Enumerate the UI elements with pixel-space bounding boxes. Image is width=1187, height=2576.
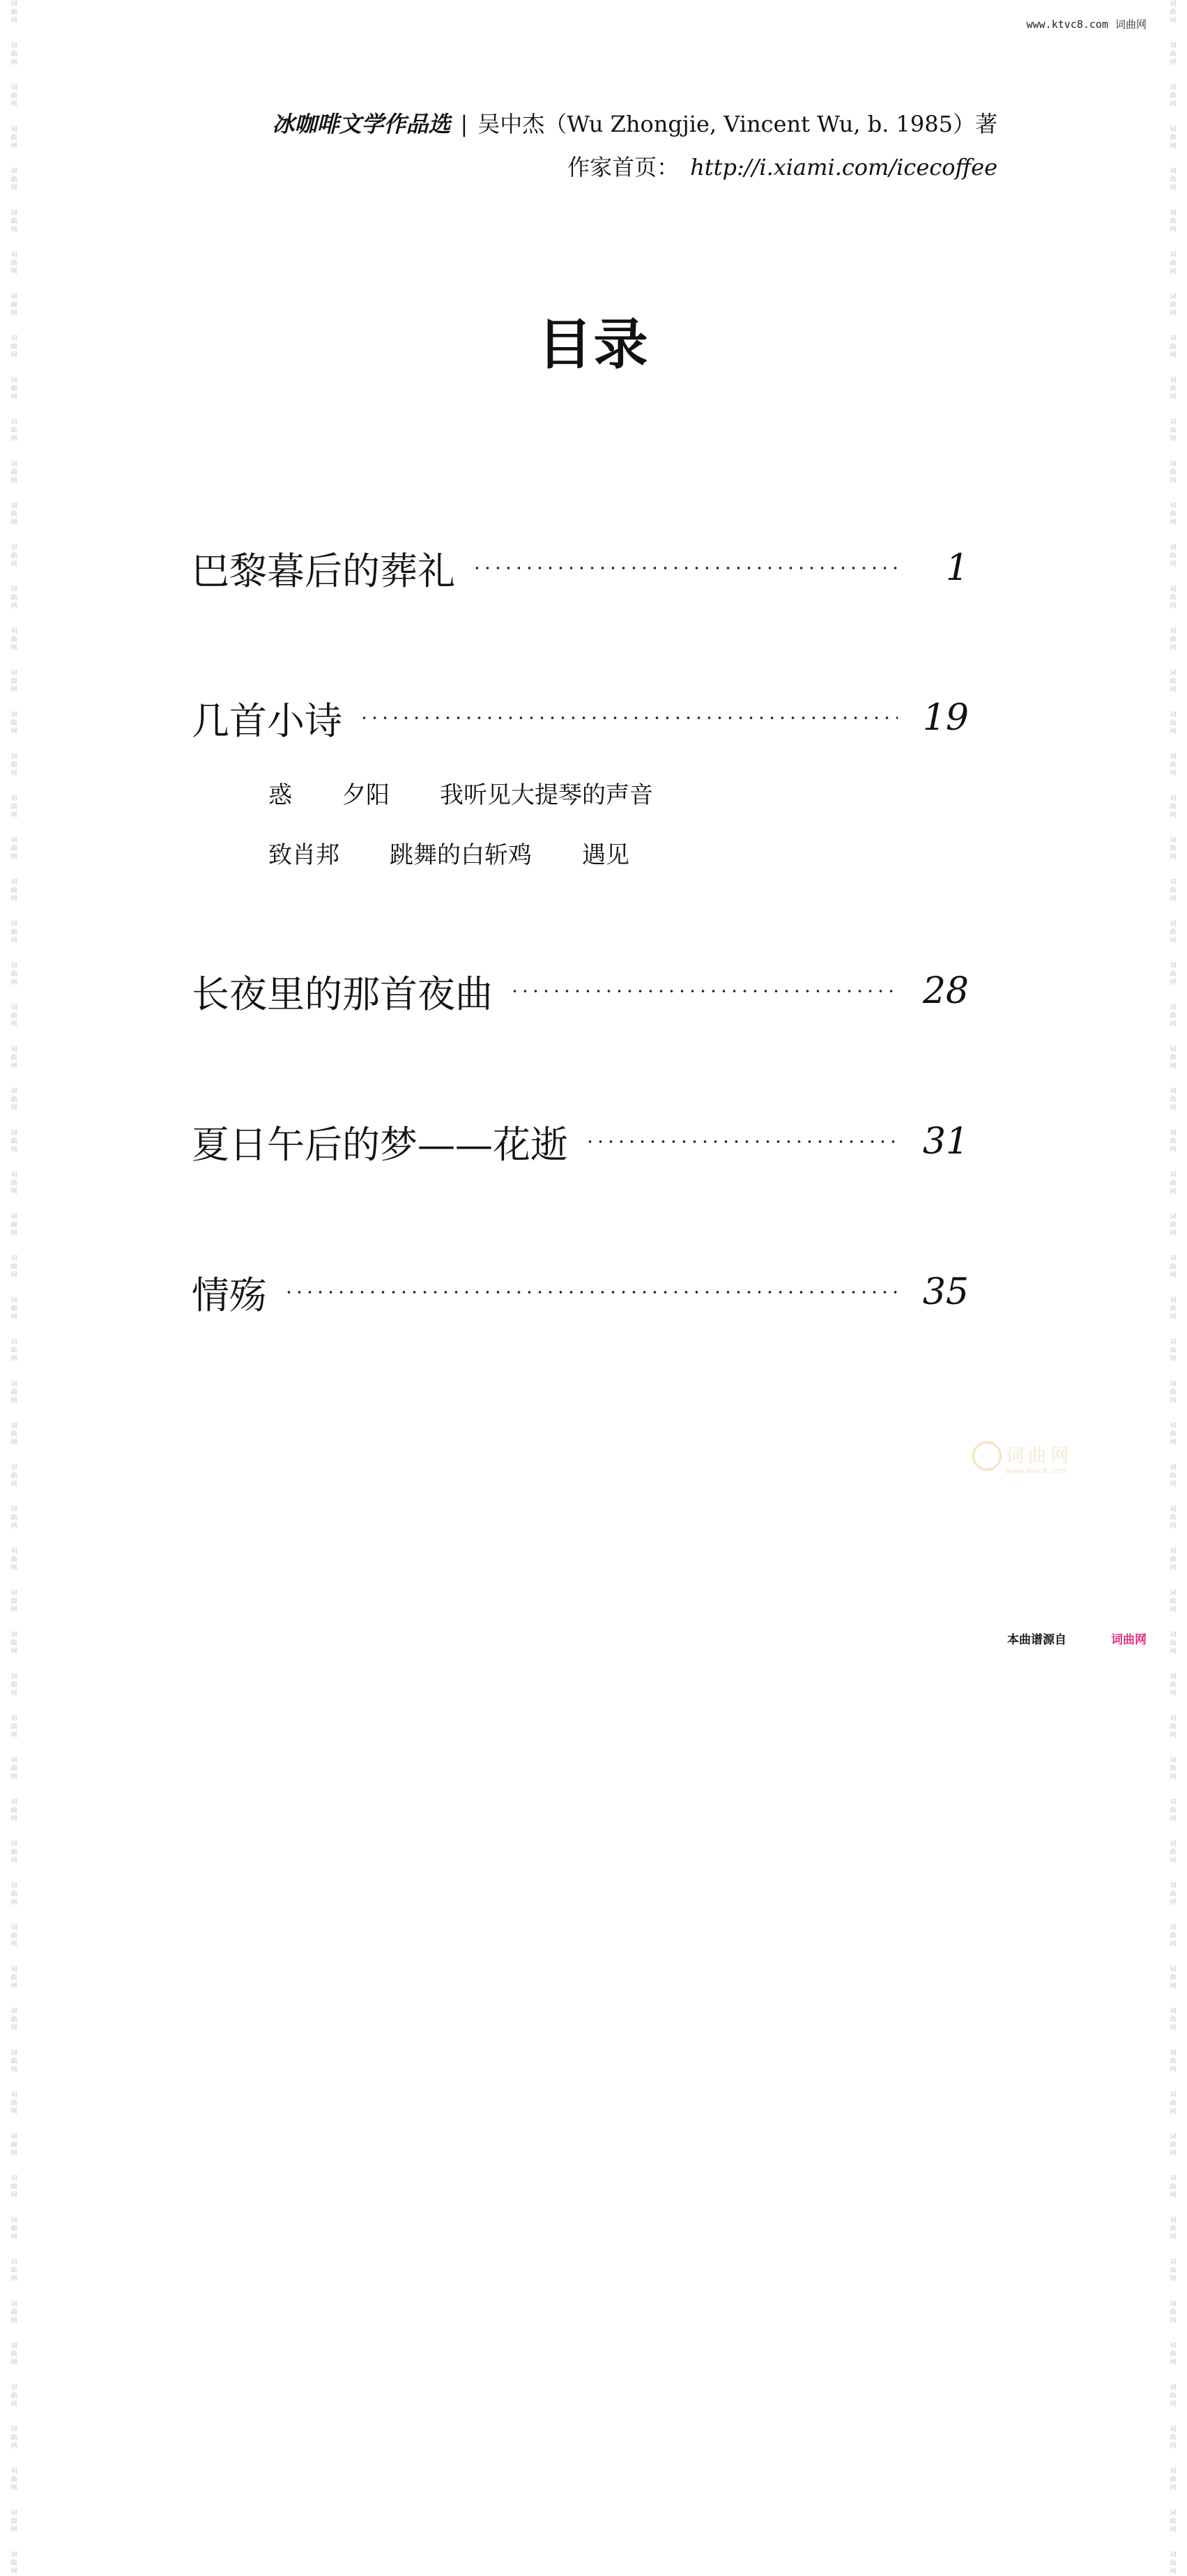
toc-entry-title: 夏日午后的梦——花逝	[192, 1122, 568, 1167]
edge-watermark-mark: 词 曲 网	[10, 1130, 17, 1153]
edge-watermark-mark: 词 曲 网	[1170, 544, 1177, 568]
edge-watermark-mark: 词 曲 网	[1170, 1464, 1177, 1488]
edge-watermark-mark: 词 曲 网	[1170, 1255, 1177, 1279]
toc-entry-page: 19	[922, 697, 969, 739]
edge-watermark-mark: 词 曲 网	[10, 1, 17, 24]
edge-watermark-mark: 词 曲 网	[1170, 1883, 1177, 1906]
edge-watermark-mark: 词 曲 网	[10, 2510, 17, 2533]
toc-subentry[interactable]: 我听见大提琴的声音	[440, 781, 653, 809]
edge-watermark-mark: 词 曲 网	[10, 544, 17, 568]
edge-watermark-mark: 词 曲 网	[1170, 2468, 1177, 2492]
edge-watermark-mark: 词 曲 网	[10, 1046, 17, 1070]
edge-watermark-mark: 词 曲 网	[1170, 2050, 1177, 2073]
logo-watermark	[972, 1436, 1105, 1485]
edge-watermark-mark: 词 曲 网	[1170, 879, 1177, 903]
toc-subentry[interactable]: 惑	[268, 781, 292, 809]
edge-watermark-mark: 词 曲 网	[1170, 1548, 1177, 1572]
edge-watermark-mark: 词 曲 网	[1170, 1632, 1177, 1655]
edge-watermark-mark: 词 曲 网	[10, 1297, 17, 1321]
toc-entry[interactable]	[192, 963, 969, 1019]
edge-watermark-mark: 词 曲 网	[10, 1757, 17, 1781]
edge-watermark-mark: 词 曲 网	[10, 1883, 17, 1906]
toc-dot-leader	[359, 716, 898, 720]
edge-watermark-mark: 词 曲 网	[1170, 670, 1177, 693]
edge-watermark-mark: 词 曲 网	[10, 795, 17, 819]
edge-watermark-mark: 词 曲 网	[1170, 1966, 1177, 1990]
book-header	[272, 105, 997, 144]
toc-entry[interactable]	[192, 540, 969, 596]
site-name: 词曲网	[1115, 18, 1147, 31]
toc-subentry[interactable]: 致肖邦	[268, 841, 339, 869]
edge-watermark-mark: 词 曲 网	[1170, 2217, 1177, 2241]
edge-watermark-mark: 词 曲 网	[10, 1255, 17, 1279]
edge-watermark-mark: 词 曲 网	[1170, 1757, 1177, 1781]
series-title: 冰咖啡文学作品选	[272, 111, 451, 137]
toc-subentry[interactable]: 夕阳	[342, 781, 390, 809]
edge-watermark-mark: 词 曲 网	[1170, 210, 1177, 233]
edge-watermark-mark: 词 曲 网	[1170, 1506, 1177, 1530]
edge-watermark-mark: 词 曲 网	[1170, 43, 1177, 66]
edge-watermark-mark: 词 曲 网	[10, 963, 17, 986]
toc-entry-page: 35	[922, 1271, 969, 1313]
toc-entry-title: 情殇	[192, 1273, 267, 1317]
edge-watermark-mark: 词 曲 网	[10, 1464, 17, 1488]
site-url[interactable]: www.ktvc8.com	[1026, 18, 1108, 31]
edge-watermark-mark: 词 曲 网	[1170, 2384, 1177, 2408]
edge-watermark-mark: 词 曲 网	[10, 753, 17, 777]
edge-watermark-mark: 词 曲 网	[1170, 1590, 1177, 1613]
edge-watermark-mark: 词 曲 网	[1170, 503, 1177, 526]
edge-watermark-mark: 词 曲 网	[10, 670, 17, 693]
edge-watermark-mark: 词 曲 网	[1170, 2426, 1177, 2450]
edge-watermark-mark: 词 曲 网	[1170, 2259, 1177, 2283]
edge-watermark-mark: 词 曲 网	[1170, 84, 1177, 108]
page-title: 目录	[537, 313, 650, 376]
edge-watermark-mark: 词 曲 网	[10, 2008, 17, 2032]
toc-entry[interactable]	[192, 690, 969, 746]
edge-watermark-mark: 词 曲 网	[1170, 837, 1177, 861]
edge-watermark-mark: 词 曲 网	[10, 1172, 17, 1195]
toc-entry[interactable]	[192, 1264, 969, 1320]
edge-watermark-mark: 词 曲 网	[1170, 1841, 1177, 1864]
edge-watermark-mark: 词 曲 网	[10, 2050, 17, 2073]
edge-watermark-mark: 词 曲 网	[10, 921, 17, 944]
edge-watermark-mark: 词 曲 网	[10, 1088, 17, 1112]
header-separator: |	[460, 111, 468, 137]
edge-watermark-mark: 词 曲 网	[1170, 1381, 1177, 1404]
edge-watermark-mark: 词 曲 网	[1170, 461, 1177, 484]
edge-watermark-mark: 词 曲 网	[1170, 1715, 1177, 1739]
toc-entry-page: 28	[922, 970, 969, 1012]
edge-watermark-mark: 词 曲 网	[10, 2259, 17, 2283]
toc-dot-leader	[284, 1290, 898, 1294]
homepage-url[interactable]: http://i.xiami.com/icecoffee	[690, 154, 997, 181]
edge-watermark-mark: 词 曲 网	[1170, 1046, 1177, 1070]
edge-watermark-mark: 词 曲 网	[1170, 2092, 1177, 2115]
edge-watermark-mark: 词 曲 网	[10, 84, 17, 108]
toc-entry[interactable]	[192, 1114, 969, 1170]
toc-entry-page: 31	[922, 1121, 969, 1163]
edge-watermark-mark: 词 曲 网	[1170, 335, 1177, 359]
logo-circle-icon	[972, 1441, 1002, 1471]
edge-watermark-mark: 词 曲 网	[1170, 1172, 1177, 1195]
edge-watermark-mark: 词 曲 网	[10, 1381, 17, 1404]
edge-watermark-mark: 词 曲 网	[10, 712, 17, 735]
homepage-line	[567, 148, 997, 187]
edge-watermark-mark: 词 曲 网	[10, 503, 17, 526]
edge-watermark-mark: 词 曲 网	[10, 1924, 17, 1948]
right-edge-watermark	[1159, 0, 1187, 2575]
author-line: 吴中杰（Wu Zhongjie, Vincent Wu, b. 1985）著	[477, 111, 997, 137]
edge-watermark-mark: 词 曲 网	[1170, 1799, 1177, 1823]
edge-watermark-mark: 词 曲 网	[10, 1966, 17, 1990]
footer-source-label: 本曲谱源自	[1007, 1633, 1066, 1647]
edge-watermark-mark: 词 曲 网	[10, 2133, 17, 2157]
edge-watermark-mark: 词 曲 网	[1170, 2175, 1177, 2199]
edge-watermark-mark: 词 曲 网	[1170, 1297, 1177, 1321]
edge-watermark-mark: 词 曲 网	[1170, 126, 1177, 150]
toc-entry-page: 1	[945, 547, 969, 589]
edge-watermark-mark: 词 曲 网	[1170, 1004, 1177, 1028]
edge-watermark-mark: 词 曲 网	[1170, 753, 1177, 777]
edge-watermark-mark: 词 曲 网	[10, 293, 17, 317]
logo-watermark-url: www.ktvc8.com	[1006, 1466, 1066, 1475]
edge-watermark-mark: 词 曲 网	[10, 2092, 17, 2115]
edge-watermark-mark: 词 曲 网	[1170, 795, 1177, 819]
toc-entry-title: 几首小诗	[192, 698, 342, 743]
edge-watermark-mark: 词 曲 网	[10, 628, 17, 652]
edge-watermark-mark: 词 曲 网	[1170, 2552, 1177, 2575]
edge-watermark-mark: 词 曲 网	[10, 2301, 17, 2324]
edge-watermark-mark: 词 曲 网	[1170, 1339, 1177, 1363]
edge-watermark-mark: 词 曲 网	[10, 461, 17, 484]
edge-watermark-mark: 词 曲 网	[1170, 963, 1177, 986]
edge-watermark-mark: 词 曲 网	[10, 2175, 17, 2199]
edge-watermark-mark: 词 曲 网	[10, 1841, 17, 1864]
edge-watermark-mark: 词 曲 网	[10, 1339, 17, 1363]
edge-watermark-mark: 词 曲 网	[1170, 2008, 1177, 2032]
edge-watermark-mark: 词 曲 网	[1170, 1924, 1177, 1948]
edge-watermark-mark: 词 曲 网	[10, 1590, 17, 1613]
edge-watermark-mark: 词 曲 网	[1170, 1213, 1177, 1237]
edge-watermark-mark: 词 曲 网	[1170, 2133, 1177, 2157]
edge-watermark-mark: 词 曲 网	[1170, 628, 1177, 652]
edge-watermark-mark: 词 曲 网	[1170, 921, 1177, 944]
edge-watermark-mark: 词 曲 网	[10, 43, 17, 66]
edge-watermark-mark: 词 曲 网	[1170, 2510, 1177, 2533]
edge-watermark-mark: 词 曲 网	[1170, 293, 1177, 317]
edge-watermark-mark: 词 曲 网	[1170, 252, 1177, 275]
edge-watermark-mark: 词 曲 网	[10, 1673, 17, 1697]
edge-watermark-mark: 词 曲 网	[1170, 1088, 1177, 1112]
edge-watermark-mark: 词 曲 网	[1170, 2301, 1177, 2324]
edge-watermark-mark: 词 曲 网	[10, 1506, 17, 1530]
edge-watermark-mark: 词 曲 网	[1170, 419, 1177, 443]
edge-watermark-mark: 词 曲 网	[10, 586, 17, 610]
left-edge-watermark	[0, 0, 28, 2575]
toc-entry-title: 长夜里的那首夜曲	[192, 972, 493, 1016]
edge-watermark-mark: 词 曲 网	[10, 1632, 17, 1655]
edge-watermark-mark: 词 曲 网	[1170, 1130, 1177, 1153]
edge-watermark-mark: 词 曲 网	[10, 419, 17, 443]
edge-watermark-mark: 词 曲 网	[1170, 1, 1177, 24]
edge-watermark-mark: 词 曲 网	[10, 2384, 17, 2408]
toc-dot-leader	[510, 989, 898, 993]
edge-watermark-mark: 词 曲 网	[1170, 712, 1177, 735]
edge-watermark-mark: 词 曲 网	[10, 2343, 17, 2366]
edge-watermark-mark: 词 曲 网	[10, 1004, 17, 1028]
edge-watermark-mark: 词 曲 网	[10, 252, 17, 275]
toc-subentries-row	[268, 775, 703, 810]
edge-watermark-mark: 词 曲 网	[10, 837, 17, 861]
edge-watermark-mark: 词 曲 网	[1170, 168, 1177, 192]
edge-watermark-mark: 词 曲 网	[10, 2426, 17, 2450]
edge-watermark-mark: 词 曲 网	[10, 377, 17, 401]
edge-watermark-mark: 词 曲 网	[10, 168, 17, 192]
toc-subentry[interactable]: 跳舞的白斩鸡	[390, 841, 532, 869]
edge-watermark-mark: 词 曲 网	[10, 2217, 17, 2241]
edge-watermark-mark: 词 曲 网	[10, 1799, 17, 1823]
homepage-label: 作家首页：	[567, 154, 680, 181]
edge-watermark-mark: 词 曲 网	[10, 1423, 17, 1446]
footer-source	[1007, 1630, 1147, 1647]
edge-watermark-mark: 词 曲 网	[10, 1715, 17, 1739]
toc-subentries-row	[268, 835, 680, 870]
edge-watermark-mark: 词 曲 网	[10, 2468, 17, 2492]
footer-brand-link[interactable]: 词曲网	[1111, 1633, 1147, 1647]
toc-subentry[interactable]: 遇见	[582, 841, 629, 869]
edge-watermark-mark: 词 曲 网	[10, 1213, 17, 1237]
toc-dot-leader	[585, 1140, 898, 1144]
edge-watermark-mark: 词 曲 网	[1170, 2343, 1177, 2366]
edge-watermark-mark: 词 曲 网	[1170, 377, 1177, 401]
logo-watermark-text: 词曲网	[1006, 1446, 1073, 1466]
edge-watermark-mark: 词 曲 网	[1170, 1673, 1177, 1697]
edge-watermark-mark: 词 曲 网	[1170, 1423, 1177, 1446]
edge-watermark-mark: 词 曲 网	[10, 879, 17, 903]
edge-watermark-mark: 词 曲 网	[1170, 586, 1177, 610]
site-url-header	[1027, 17, 1147, 31]
toc-entry-title: 巴黎暮后的葬礼	[192, 549, 455, 593]
edge-watermark-mark: 词 曲 网	[10, 1548, 17, 1572]
edge-watermark-mark: 词 曲 网	[10, 335, 17, 359]
edge-watermark-mark: 词 曲 网	[10, 126, 17, 150]
toc-dot-leader	[472, 566, 898, 570]
edge-watermark-mark: 词 曲 网	[10, 210, 17, 233]
edge-watermark-mark: 词 曲 网	[10, 2552, 17, 2575]
